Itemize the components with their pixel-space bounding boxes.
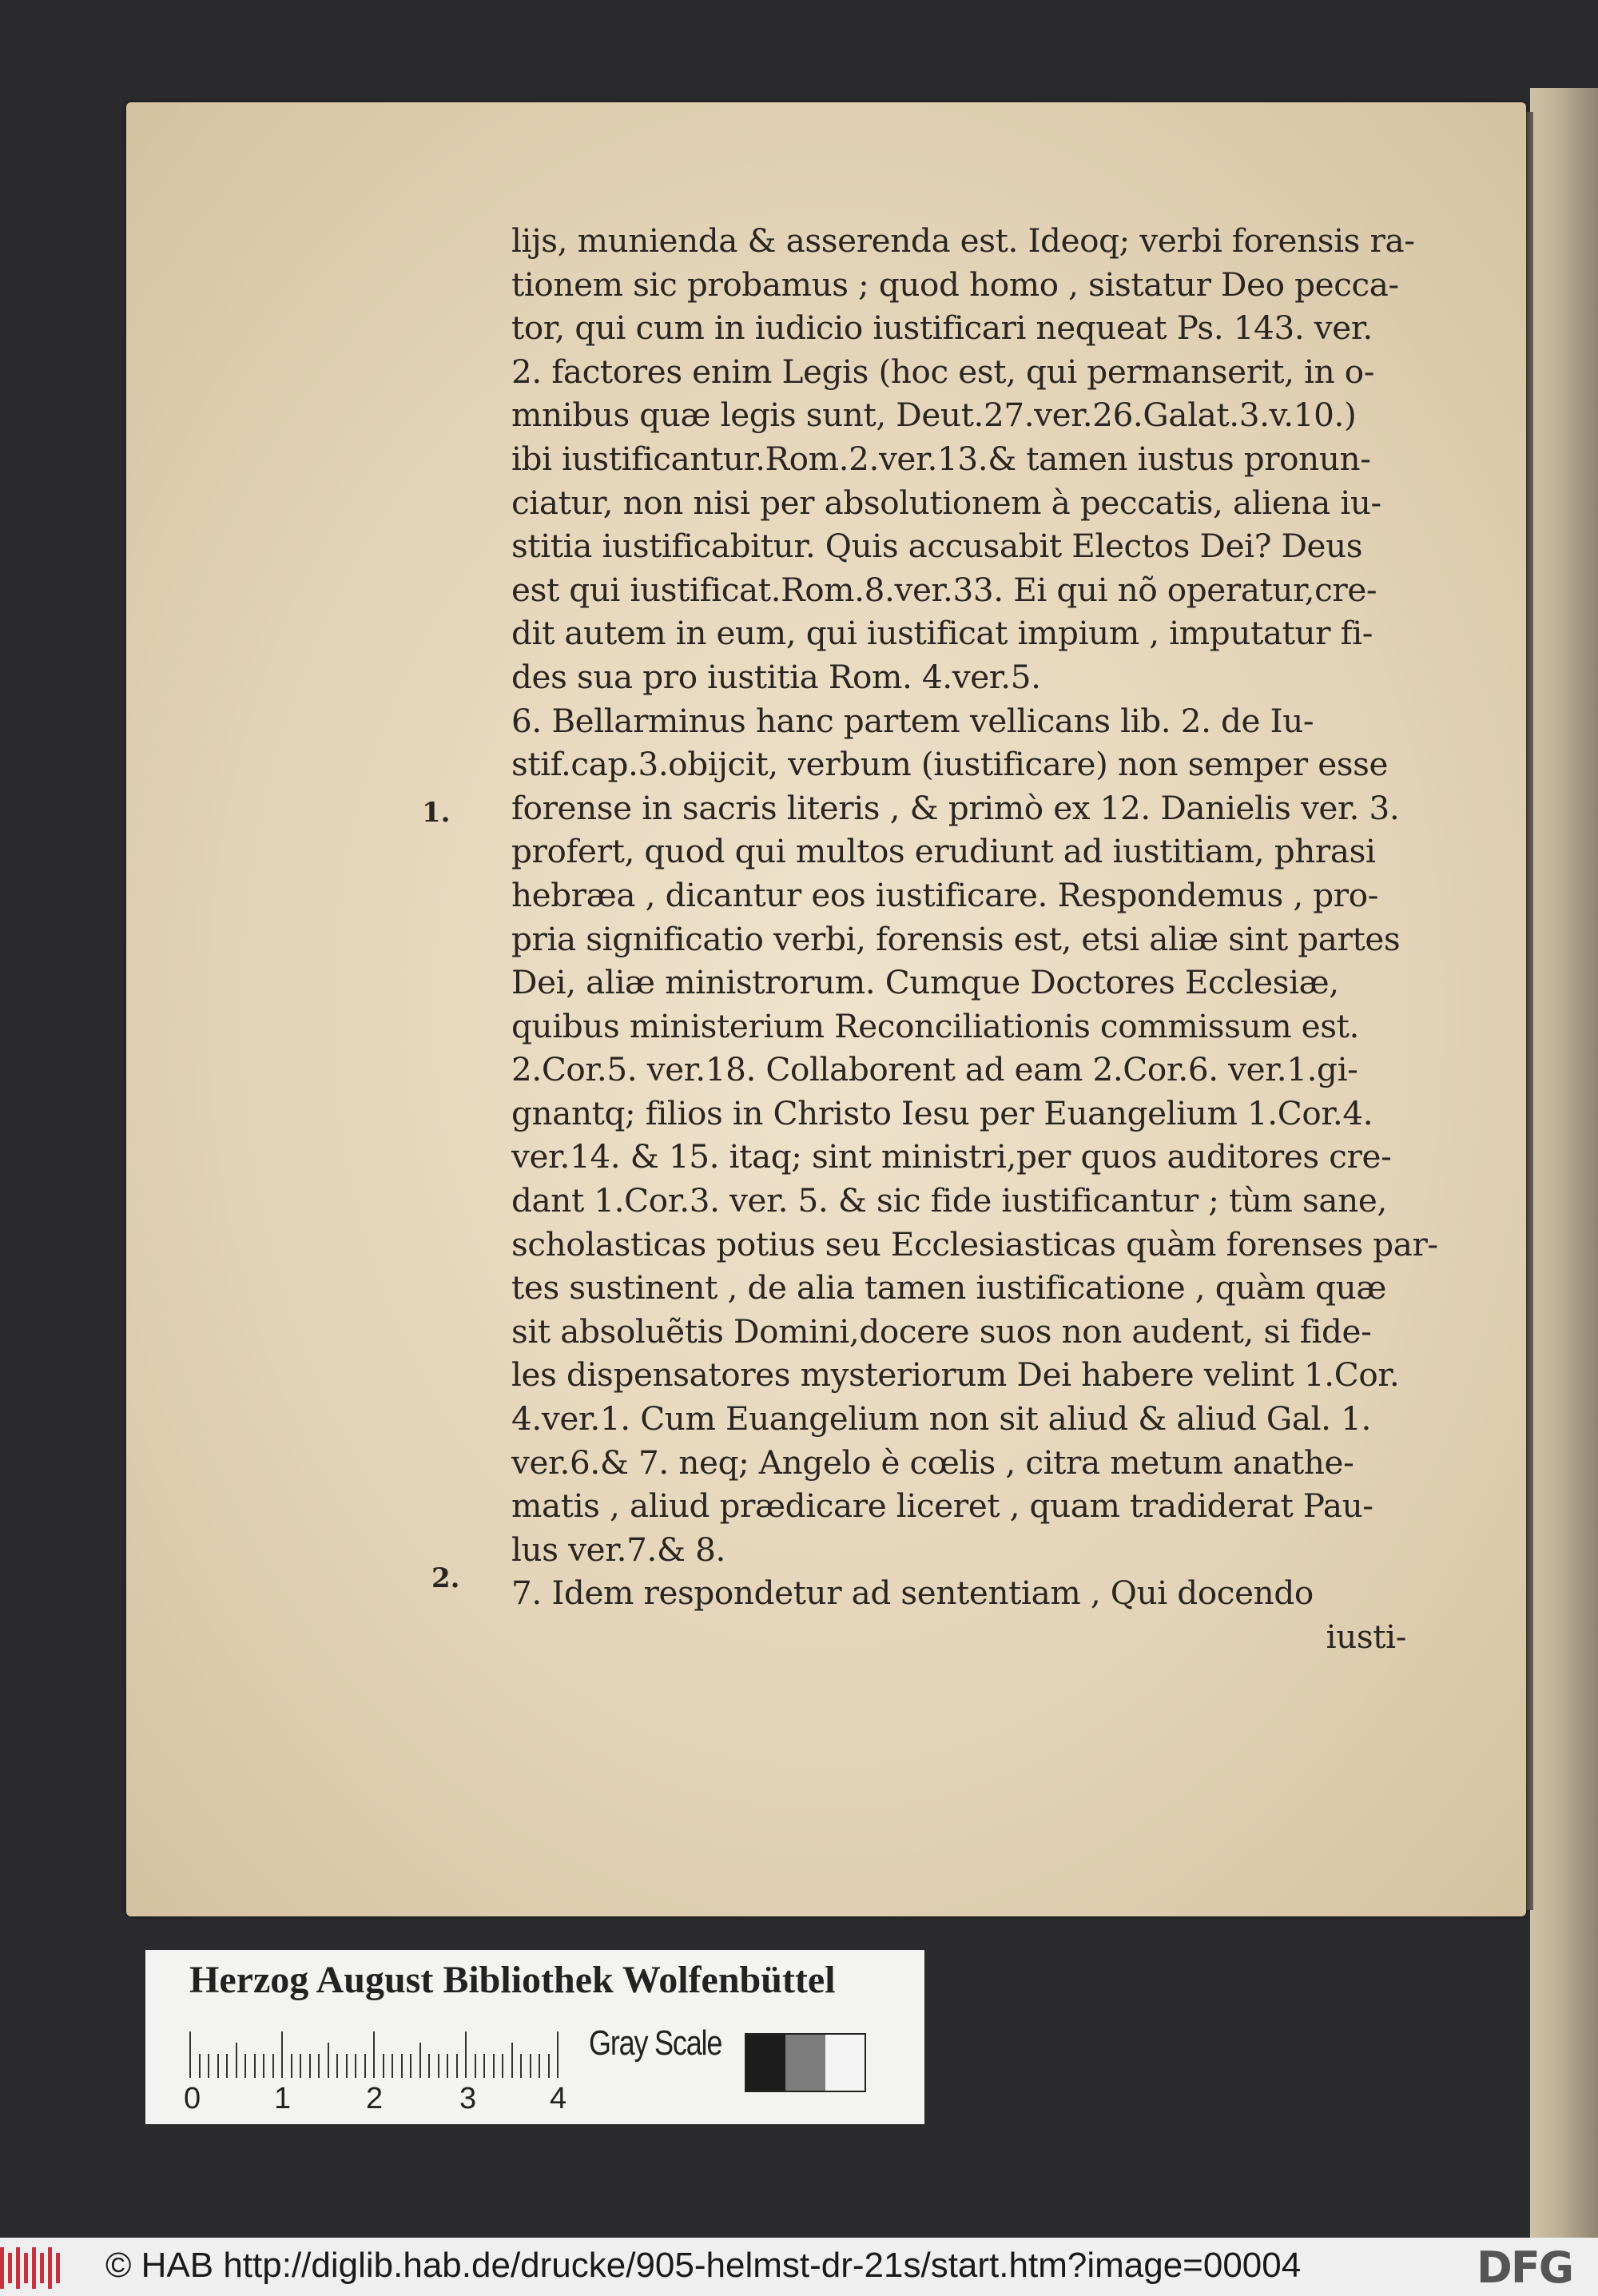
ruler-tick [336,2054,338,2078]
ruler-tick [557,2031,559,2078]
ruler-number: 2 [366,2082,384,2115]
text-line: forense in sacris literis , & primò ex 12. Danielis ver. 3. [511,788,1400,827]
ruler-tick [511,2043,513,2078]
text-line: stif.cap.3.obijcit, verbum (iustificare) non semper esse [511,745,1389,784]
logo-bar [40,2253,44,2283]
text-line: tes sustinent , de alia tamen iustificatione , quàm quæ [511,1268,1387,1307]
text-line: tionem sic probamus ; quod homo , sistatur Deo pecca- [511,265,1399,304]
ruler-tick [236,2043,237,2078]
ruler-tick [383,2054,384,2078]
ruler-tick [465,2031,467,2078]
ruler-tick [364,2054,366,2078]
ruler-tick [318,2054,320,2078]
logo-bar [56,2253,60,2283]
ruler-tick [530,2054,531,2078]
logo-bar [24,2253,28,2283]
gray-swatch [785,2035,825,2091]
logo-bar [32,2247,36,2289]
ruler-tick [520,2054,522,2078]
ruler-tick [493,2054,495,2078]
ruler-tick [475,2054,476,2078]
footer-bar [0,2238,1598,2296]
text-line: est qui iustificat.Rom.8.ver.33. Ei qui nõ operatur,cre- [511,570,1377,609]
logo-bar [0,2247,4,2289]
ruler-tick [355,2054,356,2078]
text-line: scholasticas potius seu Ecclesiasticas quàm forenses par- [511,1224,1438,1263]
footer-url: © HAB http://diglib.hab.de/drucke/905-helmst-dr-21s/start.htm?image=00004 [105,2246,1302,2285]
ruler-card [145,1950,924,2124]
text-line: 7. Idem respondetur ad sententiam , Qui docendo [511,1574,1314,1613]
ruler-tick [272,2054,274,2078]
text-line: lus ver.7.& 8. [511,1530,725,1569]
ruler-tick [254,2054,256,2078]
ruler-tick [244,2054,246,2078]
margin-note-1: 1. [422,797,451,829]
text-line: 2. factores enim Legis (hoc est, qui permanserit, in o- [511,352,1375,391]
ruler-numbers [184,2082,567,2118]
ruler-scale [189,2030,557,2078]
library-name: Herzog August Bibliothek Wolfenbüttel [189,1959,836,2001]
hab-logo-icon [0,2247,69,2289]
text-line: dit autem in eum, qui iustificat impium , imputatur fi- [511,614,1373,653]
ruler-tick [300,2054,301,2078]
text-line: sit absoluẽtis Domini,docere suos non audent, si fide- [511,1311,1372,1351]
page-text [511,219,1438,1659]
ruler-tick [208,2054,209,2078]
text-line: profert, quod qui multos erudiunt ad iustitiam, phrasi [511,832,1376,871]
text-line: dant 1.Cor.3. ver. 5. & sic fide iustificantur ; tùm sane, [511,1181,1387,1220]
text-line: ver.14. & 15. itaq; sint ministri,per quos auditores cre- [511,1137,1392,1176]
text-line: 6. Bellarminus hanc partem vellicans lib. 2. de Iu- [511,701,1314,740]
text-line: 2.Cor.5. ver.18. Collaborent ad eam 2.Cor.6. ver.1.gi- [511,1050,1358,1089]
text-line: pria significatio verbi, forensis est, etsi aliæ sint partes [511,919,1401,958]
ruler-tick [548,2054,550,2078]
text-line: stitia iustificabitur. Quis accusabit Electos Dei? Deus [511,527,1363,566]
margin-note-2: 2. [431,1562,460,1594]
text-line: mnibus quæ legis sunt, Deut.27.ver.26.Galat.3.v.10.) [511,396,1357,435]
ruler-tick [226,2054,228,2078]
text-line: Dei, aliæ ministrorum. Cumque Doctores Ecclesiæ, [511,963,1339,1002]
gray-swatch [746,2035,785,2091]
text-line: les dispensatores mysteriorum Dei habere velint 1.Cor. [511,1355,1400,1395]
ruler-tick [428,2054,430,2078]
gray-scale-label: Gray Scale [589,2023,722,2063]
ruler-tick [392,2054,393,2078]
text-line: lijs, munienda & asserenda est. Ideoq; verbi forensis ra- [511,221,1415,260]
ruler-tick [438,2054,439,2078]
text-line: iusti- [1326,1618,1406,1656]
logo-bar [8,2253,12,2283]
ruler-tick [410,2054,411,2078]
ruler-tick [199,2054,201,2078]
text-line: quibus ministerium Reconciliationis commissum est. [511,1006,1359,1045]
ruler-tick [373,2031,375,2078]
text-line: ver.6.& 7. neq; Angelo è cœlis , citra metum anathe- [511,1442,1354,1482]
logo-bar [48,2247,52,2289]
ruler-tick [419,2043,421,2078]
logo-bar [16,2247,20,2289]
text-line: des sua pro iustitia Rom. 4.ver.5. [511,657,1041,696]
ruler-tick [189,2031,191,2078]
ruler-number: 3 [459,2082,477,2115]
ruler-tick [309,2054,311,2078]
text-line: hebræa , dicantur eos iustificare. Respondemus , pro- [511,875,1379,914]
ruler-number: 4 [550,2082,567,2115]
dfg-logo: DFG [1477,2242,1573,2293]
ruler-tick [483,2054,485,2078]
text-line: ciatur, non nisi per absolutionem à peccatis, aliena iu- [511,483,1381,522]
text-line: matis , aliud prædicare liceret , quam tradiderat Pau- [511,1486,1373,1526]
ruler-tick [263,2054,264,2078]
ruler-tick [346,2054,348,2078]
ruler-number: 1 [274,2082,292,2115]
ruler-tick [217,2054,219,2078]
ruler-tick [401,2054,403,2078]
text-line: 4.ver.1. Cum Euangelium non sit aliud & aliud Gal. 1. [511,1399,1371,1438]
ruler-tick [456,2054,458,2078]
ruler-tick [447,2054,448,2078]
ruler-tick [291,2054,292,2078]
text-line: gnantq; filios in Christo Iesu per Euangelium 1.Cor.4. [511,1093,1373,1132]
gray-scale-swatches [745,2033,866,2092]
text-line: tor, qui cum in iudicio iustificari nequeat Ps. 143. ver. [511,308,1373,348]
ruler-tick [328,2043,329,2078]
text-line: ibi iustificantur.Rom.2.ver.13.& tamen iustus pronun- [511,439,1371,478]
ruler-number: 0 [184,2082,201,2115]
ruler-tick [502,2054,503,2078]
ruler-tick [281,2031,283,2078]
gray-swatch [825,2035,865,2091]
ruler-tick [539,2054,540,2078]
book-edge [1530,88,1598,2238]
